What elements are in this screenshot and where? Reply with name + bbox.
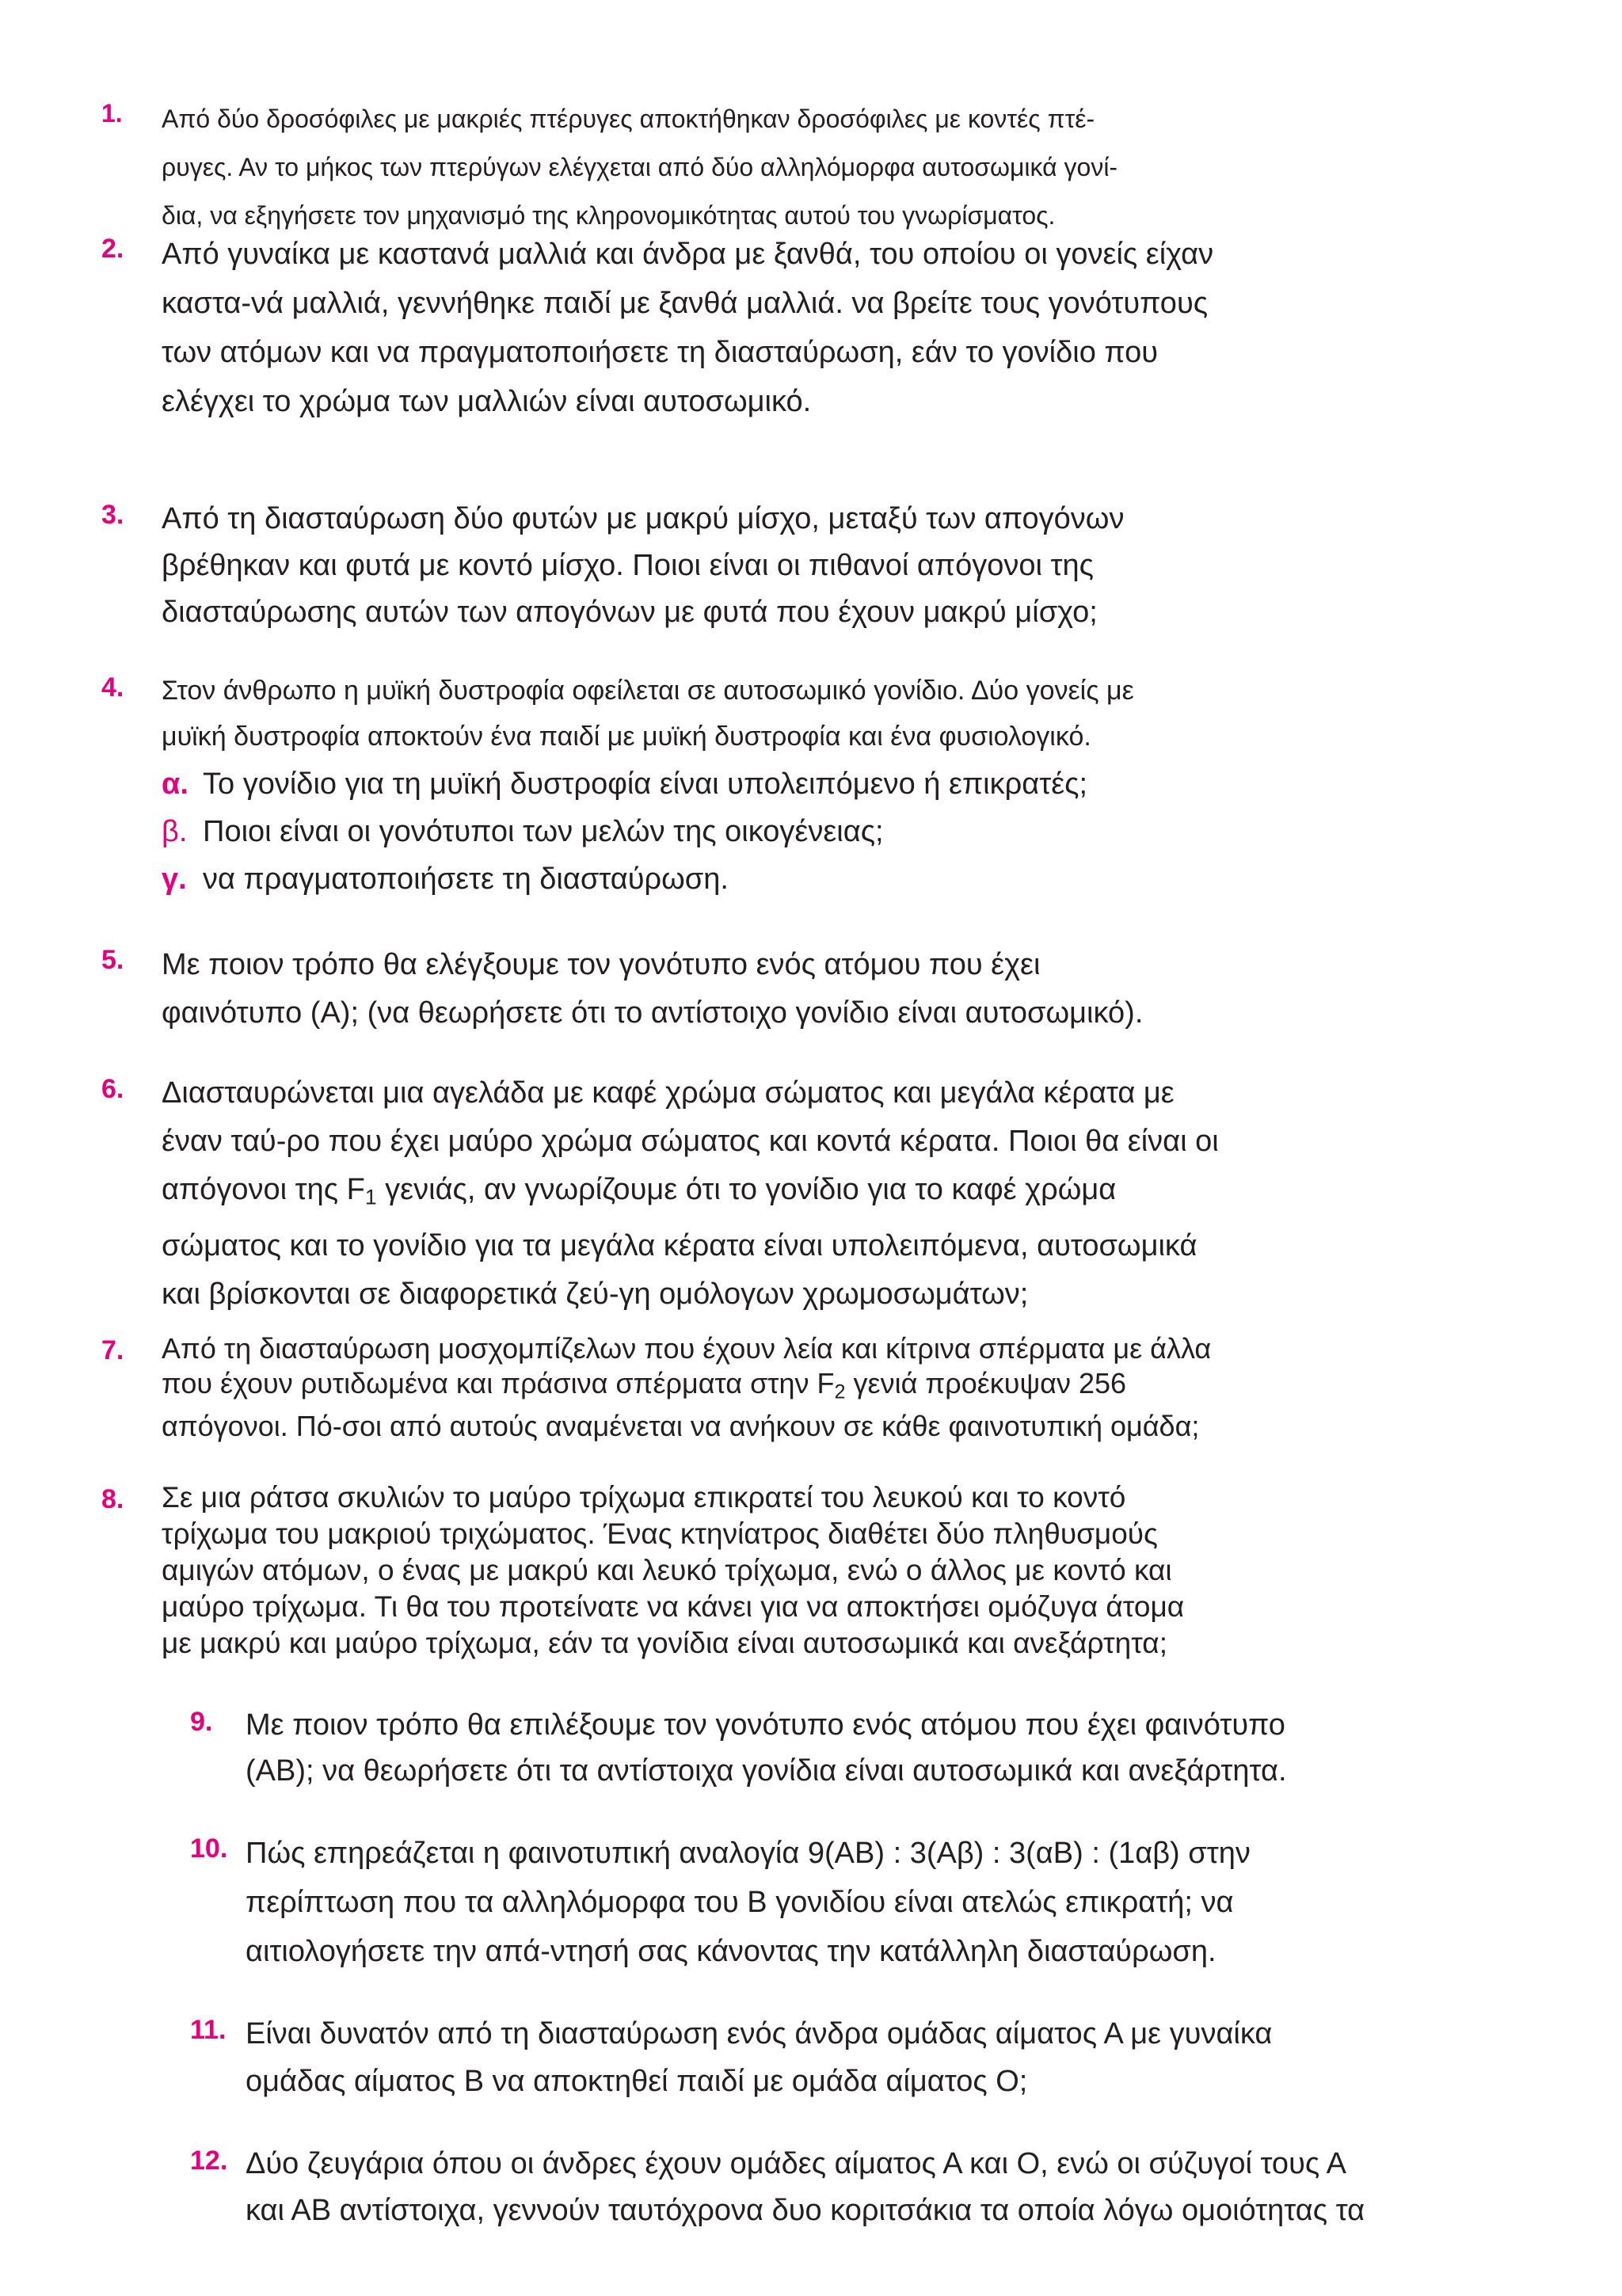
question-text [246,1702,1410,1794]
subquestion-c [162,855,1318,903]
text-line: Διασταυρώνεται μια αγελάδα με καφέ χρώμα σώματος και μεγάλα κέρατα με [162,1076,1175,1110]
question-text [162,1331,1318,1444]
question-text [162,1069,1314,1319]
question-number: 6. [101,1074,124,1104]
text-line: σώματος και το γονίδιο για τα μεγάλα κέρατα είναι υπολειπόμενα, αυτοσωμικά [162,1228,1197,1262]
text-line: Από τη διασταύρωση μοσχομπίζελων που έχουν λεία και κίτρινα σπέρματα με άλλα [162,1332,1212,1365]
text-line: τρίχωμα του μακριού τριχώματος. Ένας κτηνίατρος διαθέτει δύο πληθυσμούς [162,1517,1158,1550]
question-number: 1. [101,99,123,128]
text-line [162,1366,1318,1409]
text-line: καστα-νά μαλλιά, γεννήθηκε παιδί με ξανθά μαλλιά. να βρείτε τους γονότυπους [162,287,1209,320]
subquestion-label: α. [162,767,188,801]
text-fragment: που έχουν ρυτιδωμένα και πράσινα σπέρματα στην F [162,1367,835,1399]
text-line: δια, να εξηγήσετε τον μηχανισμό της κληρονομικότητας αυτού του γνωρίσματος. [162,201,1056,230]
text-line: Από δύο δροσόφιλες με μακριές πτέρυγες αποκτήθηκαν δροσόφιλες με κοντές πτέ- [162,105,1095,133]
text-line: Από τη διασταύρωση δύο φυτών με μακρύ μίσχο, μεταξύ των απογόνων [162,502,1125,535]
text-line: διασταύρωσης αυτών των απογόνων με φυτά που έχουν μακρύ μίσχο; [162,596,1098,629]
text-line: ελέγχει το χρώμα των μαλλιών είναι αυτοσωμικό. [162,385,812,418]
text-line: απόγονοι. Πό-σοι από αυτούς αναμένεται να ανήκουν σε κάθε φαινοτυπική ομάδα; [162,1410,1200,1443]
question-text [246,2010,1410,2105]
question-number: 8. [101,1484,124,1514]
question-text [162,1479,1314,1662]
subquestion-a [162,760,1318,808]
text-line: φαινότυπο (Α); (να θεωρήσετε ότι το αντίστοιχο γονίδιο είναι αυτοσωμικό). [162,996,1144,1030]
text-line: έναν ταύ-ρο που έχει μαύρο χρώμα σώματος και κοντά κέρατα. Ποιοι θα είναι οι [162,1125,1219,1158]
text-line: αμιγών ατόμων, ο ένας με μακρύ και λευκό τρίχωμα, ενώ ο άλλος με κοντό και [162,1554,1172,1586]
question-text [162,496,1314,636]
subquestion-b [162,808,1318,855]
subquestion-text: Το γονίδιο για τη μυϊκή δυστροφία είναι υπολειπόμενο ή επικρατές; [203,767,1088,801]
text-line: Από γυναίκα με καστανά μαλλιά και άνδρα με ξανθά, του οποίου οι γονείς είχαν [162,238,1214,271]
text-line: μυϊκή δυστροφία αποκτούν ένα παιδί με μυϊκή δυστροφία και ένα φυσιολογικό. [162,722,1091,752]
text-line: αιτιολογήσετε την απά-ντησή σας κάνοντας την κατάλληλη διασταύρωση. [246,1935,1216,1968]
subquestion-label: γ. [162,862,187,896]
text-line: Δύο ζευγάρια όπου οι άνδρες έχουν ομάδες αίματος Α και Ο, ενώ οι σύζυγοί τους Α [246,2147,1346,2180]
question-number: 12. [190,2146,228,2176]
question-number: 2. [101,234,124,264]
text-line: (ΑΒ); να θεωρήσετε ότι τα αντίστοιχα γονίδια είναι αυτοσωμικά και ανεξάρτητα. [246,1754,1287,1788]
question-text [246,2141,1410,2234]
question-number: 10. [190,1833,228,1864]
question-number: 11. [190,2015,227,2045]
text-line: ομάδας αίματος Β να αποκτηθεί παιδί με ομάδα αίματος Ο; [246,2065,1028,2098]
question-number: 4. [101,672,124,703]
text-line: Με ποιον τρόπο θα ελέγξουμε τον γονότυπο ενός ατόμου που έχει [162,948,1041,981]
question-number: 9. [190,1707,213,1737]
subquestion-text: να πραγματοποιήσετε τη διασταύρωση. [203,862,729,896]
text-line: Πώς επηρεάζεται η φαινοτυπική αναλογία 9(ΑΒ) : 3(Αβ) : 3(αΒ) : (1αβ) στην [246,1837,1251,1870]
text-line: Σε μια ράτσα σκυλιών το μαύρο τρίχωμα επικρατεί του λευκού και το κοντό [162,1481,1126,1514]
question-number: 5. [101,945,124,975]
text-line: βρέθηκαν και φυτά με κοντό μίσχο. Ποιοι είναι οι πιθανοί απόγονοι της [162,549,1094,582]
text-line: Στον άνθρωπο η μυϊκή δυστροφία οφείλεται σε αυτοσωμικό γονίδιο. Δύο γονείς με [162,676,1134,706]
text-fragment: γενιάς, αν γνωρίζουμε ότι το γονίδιο για το καφέ χρώμα [376,1173,1117,1206]
text-line: Με ποιον τρόπο θα επιλέξουμε τον γονότυπο ενός ατόμου που έχει φαινότυπο [246,1708,1285,1742]
text-line: ρυγες. Αν το μήκος των πτερύγων ελέγχεται από δύο αλληλόμορφα αυτοσωμικά γονί- [162,153,1118,181]
subquestion-text: Ποιοι είναι οι γονότυποι των μελών της οικογένειας; [203,815,884,848]
text-line [162,1166,1314,1222]
question-number: 7. [101,1335,124,1365]
subscript-index: 2 [834,1380,846,1403]
text-line: Είναι δυνατόν από τη διασταύρωση ενός άνδρα ομάδας αίματος Α με γυναίκα [246,2017,1273,2050]
text-line: και βρίσκονται σε διαφορετικά ζεύ-γη ομόλογων χρωμοσωμάτων; [162,1277,1029,1311]
subscript-index: 1 [364,1185,377,1209]
subquestion-list [162,760,1318,903]
question-text [162,941,1334,1038]
text-line: μαύρο τρίχωμα. Τι θα του προτείνατε να κάνει για να αποκτήσει ομόζυγα άτομα [162,1590,1185,1623]
text-line: των ατόμων και να πραγματοποιήσετε τη διασταύρωση, εάν το γονίδιο που [162,336,1159,369]
question-text [162,668,1318,760]
text-line: και ΑΒ αντίστοιχα, γεννούν ταυτόχρονα δυο κοριτσάκια τα οποία λόγω ομοιότητας τα [246,2194,1365,2227]
subquestion-label: β. [162,815,188,848]
question-text [162,230,1314,426]
question-number: 3. [101,500,124,530]
text-fragment: απόγονοι της F [162,1173,365,1206]
question-text [246,1829,1410,1976]
question-text [162,95,1334,240]
text-line: περίπτωση που τα αλληλόμορφα του Β γονιδίου είναι ατελώς επικρατή; να [246,1886,1234,1919]
text-fragment: γενιά προέκυψαν 256 [845,1367,1127,1399]
text-line: με μακρύ και μαύρο τρίχωμα, εάν τα γονίδια είναι αυτοσωμικά και ανεξάρτητα; [162,1627,1167,1659]
